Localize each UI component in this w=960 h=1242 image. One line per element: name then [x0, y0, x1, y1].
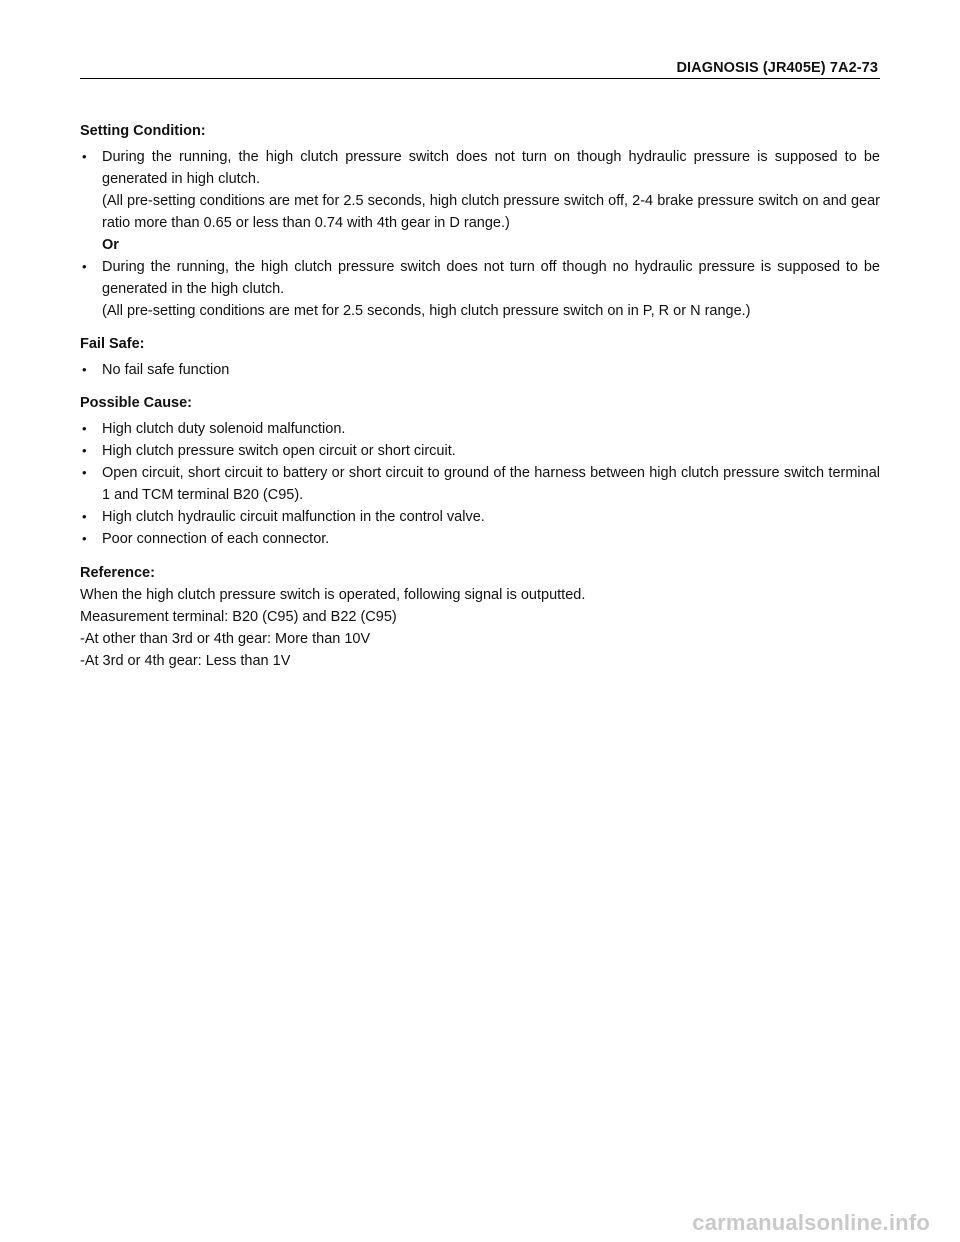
- list-item: [80, 146, 880, 256]
- setting-condition-item1-text: • During the running, the high clutch pressure switch does not turn on though hydraulic pressure is supposed to be generated in high clutch.: [102, 149, 880, 187]
- page-header: [80, 58, 880, 79]
- reference-line: -At 3rd or 4th gear: Less than 1V: [80, 653, 291, 669]
- setting-condition-item2-detail: (All pre-setting conditions are met for 2.5 seconds, high clutch pressure switch on in P, R or N range.): [102, 303, 751, 319]
- list-item: • Poor connection of each connector.: [80, 528, 880, 550]
- possible-cause-section: [80, 392, 880, 550]
- list-item: • Open circuit, short circuit to battery or short circuit to ground of the harness between high clutch pressure switch terminal 1 and TCM terminal B20 (C95).: [80, 462, 880, 506]
- setting-condition-list: [80, 146, 880, 322]
- list-item: • No fail safe function: [80, 359, 880, 381]
- possible-cause-title: Possible Cause:: [80, 395, 193, 411]
- reference-title: Reference:: [80, 565, 155, 581]
- reference-line: When the high clutch pressure switch is operated, following signal is outputted.: [80, 587, 586, 603]
- list-item: [80, 256, 880, 322]
- header-title: DIAGNOSIS (JR405E) 7A2-73: [676, 60, 878, 76]
- possible-cause-list: [80, 418, 880, 550]
- setting-condition-item1-detail: (All pre-setting conditions are met for 2.5 seconds, high clutch pressure switch off, 2-4 brake pressure switch on and gear ratio more than 0.65 or less than 0.74 with 4th gear in D range.): [102, 193, 880, 231]
- fail-safe-title: Fail Safe:: [80, 336, 145, 352]
- reference-section: [80, 562, 880, 672]
- setting-condition-section: [80, 120, 880, 322]
- list-item: • High clutch duty solenoid malfunction.: [80, 418, 880, 440]
- list-item: • High clutch hydraulic circuit malfunction in the control valve.: [80, 506, 880, 528]
- document-body: [80, 120, 880, 672]
- or-label: Or: [102, 237, 119, 253]
- fail-safe-section: [80, 333, 880, 381]
- reference-line: Measurement terminal: B20 (C95) and B22 (C95): [80, 609, 397, 625]
- setting-condition-title: Setting Condition:: [80, 123, 206, 139]
- reference-line: -At other than 3rd or 4th gear: More than 10V: [80, 631, 371, 647]
- list-item: • High clutch pressure switch open circuit or short circuit.: [80, 440, 880, 462]
- setting-condition-item2-text: • During the running, the high clutch pressure switch does not turn off though no hydraulic pressure is supposed to be generated in the high clutch.: [102, 259, 880, 297]
- fail-safe-list: [80, 359, 880, 381]
- watermark: carmanualsonline.info: [692, 1210, 930, 1235]
